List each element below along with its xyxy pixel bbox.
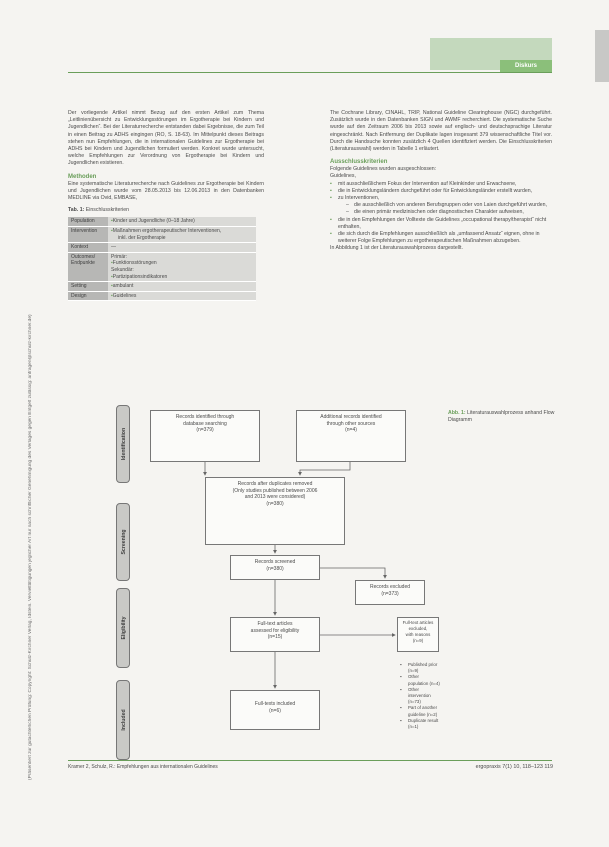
box-line: (n=380)	[266, 500, 284, 507]
list-item: ▪ mit ausschließlichem Fokus der Intervention auf Kleinkinder und Erwachsene,	[330, 181, 552, 188]
table-value-line: ▪ Maßnahmen ergotherapeutischer Interventionen,	[111, 228, 253, 235]
stage-label: Identification	[121, 427, 127, 461]
table-caption-text: Einschlusskriterien	[85, 207, 130, 214]
list-item: ▪ die in den Empfehlungen der Volltexte die Guidelines „occupational therapy/therapist“ nicht enthalten,	[330, 217, 552, 231]
list-item: – die einen primär medizinischen oder diagnostischen Charakter aufweisen,	[346, 209, 552, 216]
box-line: (n=15)	[267, 634, 283, 641]
box-line: assessed for eligibility	[250, 627, 300, 634]
box-fulltext-assessed	[230, 617, 320, 652]
table-value-line: ▪ Guidelines	[111, 293, 253, 300]
methods-paragraph: Eine systematische Literaturrecherche nach Guidelines zur Ergotherapie bei Kindern und Jugendlichen wurde vom 28.05.2013 bis 12.06.2013 in den Datenbanken MEDLINE via Ovid, EMBASE,	[68, 180, 264, 202]
table-value-line: ▪ Partizipationsindikatoren	[111, 274, 253, 281]
table-row	[68, 227, 256, 243]
list-item: – die ausschließlich von anderen Berufsgruppen oder von Laien durchgeführt wurden,	[346, 202, 552, 209]
exclusion-lead: Folgende Guidelines wurden ausgeschlossen:	[330, 166, 437, 173]
right-column	[330, 110, 552, 253]
list-item: ▪ Duplicate result (n=1)	[400, 718, 440, 730]
prisma-flow-diagram	[100, 400, 440, 770]
box-line: Records after duplicates removed	[237, 481, 313, 487]
box-line: Records identified through	[175, 414, 235, 420]
box-line: and 2013 were considered)	[244, 494, 306, 501]
exclusion-sublist	[346, 202, 552, 216]
exclusion-list	[330, 181, 552, 246]
table-value-line: Primär:	[111, 253, 128, 260]
box-line: (n=379)	[196, 427, 214, 434]
table-row	[68, 217, 256, 226]
list-item: ▪ die sich durch die Empfehlungen ausschließlich als „umfassend Ansatz“ eignen, ohne in weiterer Folge Empfehlungen zu ergotherapeutischen Maßnahmen abzugeben.	[330, 231, 552, 245]
box-duplicates-removed	[205, 477, 345, 545]
stage-identification	[116, 405, 130, 483]
search-paragraph: The Cochrane Library, CINAHL, TRIP, National Guideline Clearinghouse (NGC) durchgeführt. Zusätzlich wurde in den Datenbanken SIGN und AWMF recherchiert. Die systematische Suche wurde auf den Zeitraum 2006 bis 2013 sowie auf englisch- und deutschsprachige Literatur eingeschränkt. Nach Entfernung der Duplikate lagen insgesamt 379 wissenschaftliche Titel vor. Durch die Handsuche konnten zusätzlich 4 Quellen identifiziert werden. Die Einschlusskriterien (Literaturauswahl) werden in Tabelle 1 erläutert.	[330, 110, 552, 153]
table-value-line: inkl. der Ergotherapie	[118, 234, 166, 241]
box-line: (n=380)	[266, 565, 284, 572]
table-key: Kontext	[68, 243, 108, 253]
figure-caption-number: Abb. 1:	[448, 410, 466, 416]
footer-citation: Kramer 2, Schulz, R.: Empfehlungen aus internationalen Guidelines	[68, 764, 218, 770]
box-line: (n=6)	[269, 707, 281, 714]
box-database-records	[150, 410, 260, 462]
box-other-records	[296, 410, 406, 462]
box-line: Full-text articles excluded,	[402, 620, 434, 631]
table-key: Intervention	[68, 227, 108, 243]
stage-included	[116, 680, 130, 760]
table-value-line: ▪ ambulant	[111, 283, 253, 290]
box-line: Full-text articles	[257, 621, 293, 627]
copyright-side-note: (Präsentiert zur gutachterlichen Prüfung: Copyright: Schulz-Kirchner Verlag, Idstein. Vervielfältigungen jeglicher Art nur nach schriftlicher Genehmigung des Verlages gegen Entgelt zulässig: anfragen@schulz-kirchner.de)	[28, 314, 33, 780]
stage-label: Included	[121, 709, 127, 731]
list-item: ▪ Other population (n=4)	[400, 674, 440, 686]
box-line: with reasons	[405, 632, 431, 637]
box-fulltext-excluded	[397, 617, 439, 652]
box-line: Additional records identified	[320, 414, 382, 420]
list-item: ▪ Part of another guideline (n=2)	[400, 705, 440, 717]
box-line: Records screened	[254, 559, 296, 565]
box-line: through other sources	[326, 420, 376, 427]
exclusion-heading: Ausschlusskriterien	[330, 159, 388, 166]
intro-paragraph: Der vorliegende Artikel nimmt Bezug auf den ersten Artikel zum Thema „Leitlinienübersicht zu Entwicklungsstörungen im Ergotherapie bei Kindern und Jugendlichen“. Bei der Literaturrecherche entstanden dabei Ergebnisse, die zum Teil in einen Beitrag zu ADHS eingingen (RO, S. 18-63). Im Mittelpunkt dieses Beitrags stehen nun Empfehlungen, die in internationalen Guidelines zur Ergotherapie bei ADHS bei Kindern und Jugendlichen formuliert werden. Konkret wurde untersucht, welche Empfehlungen zur Verordnung von Ergotherapie bei Kindern und Jugendlichen existieren.	[68, 110, 264, 167]
table-value	[108, 291, 256, 301]
figure-caption-text: Literaturauswahlprozess anhand Flow Diagramm	[448, 410, 555, 423]
list-item: ▪ Other intervention (n=73)	[400, 687, 440, 706]
header-rule	[68, 72, 552, 73]
exclusion-sublead: Guidelines,	[330, 173, 356, 180]
table-value	[108, 227, 256, 243]
table-value-line: Sekundär:	[111, 267, 134, 273]
table-row	[68, 243, 256, 253]
list-item-text: zu Interventionen,	[338, 195, 380, 202]
table-key: Outcomes/ Endpunkte	[68, 252, 108, 281]
stage-label: Screening	[121, 529, 127, 555]
box-records-excluded	[355, 580, 425, 605]
box-records-screened	[230, 555, 320, 580]
table-value	[108, 282, 256, 292]
box-included	[230, 690, 320, 730]
footer-rule	[68, 760, 552, 761]
table-caption-number: Tab. 1:	[68, 207, 85, 214]
list-item: ▪ die in Entwicklungsländern durchgeführt oder für Entwicklungsländer erstellt wurden,	[330, 188, 552, 195]
table-caption	[68, 207, 264, 214]
table-row	[68, 282, 256, 292]
table-value-line: ▪ Kinder und Jugendliche (0–18 Jahre)	[111, 218, 253, 225]
table-value	[108, 217, 256, 226]
list-item: ▪ Published prior (n=9)	[400, 662, 440, 674]
box-line: (n=4)	[345, 427, 357, 434]
methods-heading: Methoden	[68, 173, 97, 180]
exclusion-outro: In Abbildung 1 ist der Literaturauswahlprozess dargestellt.	[330, 245, 463, 252]
stage-label: Eligibility	[121, 616, 127, 640]
footer-journal: ergopraxis 7(1) 10, 118–123 119	[475, 764, 553, 770]
exclusion-reasons	[400, 662, 440, 730]
table-key: Design	[68, 291, 108, 301]
table-row	[68, 291, 256, 301]
table-value	[108, 252, 256, 281]
figure-caption	[448, 410, 558, 424]
list-item	[330, 195, 552, 217]
box-line: (Only studies published between 2006	[232, 487, 318, 494]
section-label: Diskurs	[500, 60, 552, 72]
box-line: (n=373)	[381, 590, 399, 597]
stage-eligibility	[116, 588, 130, 668]
box-line: Full-texts included	[254, 701, 296, 707]
stage-screening	[116, 503, 130, 581]
left-column	[68, 110, 264, 301]
table-row	[68, 252, 256, 281]
table-value: —	[108, 243, 256, 253]
box-line: Records excluded	[369, 584, 411, 590]
page-corner-tab	[595, 30, 609, 82]
table-value-line: ▪ Funktionsstörungen	[111, 260, 253, 267]
table-key: Population	[68, 217, 108, 226]
box-line: (n=9)	[412, 638, 424, 643]
table-key: Setting	[68, 282, 108, 292]
inclusion-criteria-table	[68, 217, 256, 301]
box-line: database searching	[183, 420, 227, 427]
